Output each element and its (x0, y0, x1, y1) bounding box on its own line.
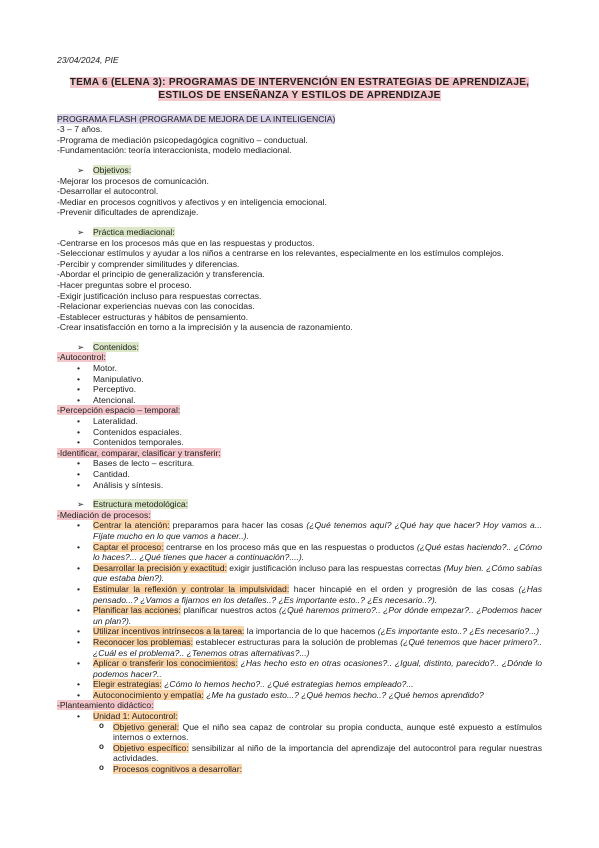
sublist-item (57, 764, 542, 775)
item-example: ¿Has hecho esto en otras ocasiones?.. ¿Igual, distinto, parecido?.. ¿Dónde lo podemos hacer?.. (93, 658, 543, 679)
practica-line: -Seleccionar estímulos y ayudar a los niños a centrarse en los relevantes, especialmente en los estímulos complejos. (57, 248, 504, 259)
list-item: • Contenidos temporales. (57, 437, 542, 448)
list-item: • Bases de lecto – escritura. (57, 458, 542, 469)
practica-line: -Exigir justificación incluso para respuestas correctas. (57, 290, 262, 301)
list-item: • Análisis y síntesis. (57, 480, 542, 491)
item-label: Desarrollar la precisión y exactitud: (93, 562, 227, 573)
item-label: Utilizar incentivos intrínsecos a la tarea: (93, 626, 245, 637)
contenidos-list (57, 416, 542, 448)
page-title (57, 76, 542, 102)
estructura-heading (57, 499, 542, 510)
item-text: exigir justificación incluso para las respuestas correctas (226, 562, 444, 573)
list-item: • Manipulativo. (57, 374, 542, 385)
item-label: Captar el proceso: (93, 541, 164, 552)
item-text: planificar nuestros actos (180, 605, 279, 616)
list-item (57, 584, 542, 605)
item-example: ¿Me ha gustado esto...? ¿Qué hemos hecho..? ¿Qué hemos aprendido? (206, 689, 484, 700)
contenidos-heading-label: Contenidos: (93, 341, 139, 352)
mediacion-list (57, 520, 542, 700)
item-example: ¿Cómo lo hemos hecho?.. ¿Qué estrategias hemos empleado?... (164, 679, 414, 690)
planteamiento-list (57, 711, 542, 722)
item-label: Aplicar o transferir los conocimientos: (93, 658, 238, 669)
list-item: • Cantidad. (57, 469, 542, 480)
item-example: (¿Qué tenemos aquí? ¿Qué hay que hacer? Hoy vamos a... Fíjate mucho en lo que vamos a hacer..). (93, 520, 542, 541)
item-example: (¿Qué haremos primero?.. ¿Por dónde empezar?.. ¿Podemos hacer un plan?). (93, 605, 542, 626)
date-header: 23/04/2024, PIE (57, 55, 119, 65)
item-label: Estimular la reflexión y controlar la impulsividad: (93, 583, 290, 594)
sublist-item (57, 722, 542, 743)
contenidos-list (57, 458, 542, 490)
practica-heading-label: Práctica mediacional: (93, 226, 175, 237)
item-label: Elegir estrategias: (93, 679, 162, 690)
objetivos-heading (57, 165, 542, 176)
practica-line: -Crear insatisfacción en torno a la imprecisión y la ausencia de razonamiento. (57, 322, 353, 333)
list-item (57, 711, 542, 722)
program-line: -3 – 7 años. (57, 124, 103, 135)
list-item (57, 637, 542, 658)
item-label: Autoconocimiento y empatía: (93, 689, 204, 700)
practica-line: -Hacer preguntas sobre el proceso. (57, 279, 192, 290)
item-text: sensibilizar al niño de la importancia del aprendizaje del autocontrol para regular nuestras actividades. (113, 742, 542, 764)
mediacion-title: -Mediación de procesos: (57, 509, 151, 520)
objetivos-line: -Mediar en procesos cognitivos y afectivos y en inteligencia emocional. (57, 196, 327, 207)
item-text: establecer estructuras para la solución de problemas (193, 636, 401, 647)
item-label: Objetivo específico: (113, 742, 189, 753)
practica-line: -Centrarse en los procesos más que en las respuestas y productos. (57, 237, 315, 248)
list-item: • Perceptivo. (57, 384, 542, 395)
objetivos-line: -Desarrollar el autocontrol. (57, 186, 159, 197)
item-example: (¿Has pensado...? ¿Vamos a fijarnos en los detalles..? ¿Es importante esto..? ¿Es necesario..?). (93, 583, 542, 605)
unidad-sublist (57, 722, 542, 775)
list-item: • Contenidos espaciales. (57, 427, 542, 438)
practica-line: -Establecer estructuras y hábitos de pensamiento. (57, 311, 249, 322)
practica-line: -Percibir y comprender similitudes y diferencias. (57, 258, 240, 269)
title-line-1: TEMA 6 (ELENA 3): PROGRAMAS DE INTERVENCIÓN EN ESTRATEGIAS DE APRENDIZAJE, (69, 76, 530, 88)
item-label: Planificar las acciones: (93, 605, 181, 616)
item-example: (¿Qué tenemos que hacer primero?.. ¿Cuál es el problema?.. ¿Tenemos otras alternativas?...) (93, 636, 543, 658)
item-label: Reconocer los problemas: (93, 636, 194, 647)
item-text: Que el niño sea capaz de controlar su propia conducta, aunque esté expuesto a estímulos internos o externos. (113, 721, 542, 743)
practica-heading (57, 227, 542, 238)
item-text: preparamos para hacer las cosas (169, 520, 307, 531)
item-text: la importancia de lo que hacemos (244, 626, 378, 637)
arrow-bullet-icon: ➢ (77, 164, 85, 175)
item-example: (¿Qué estas haciendo?.. ¿Cómo lo haces?... ¿Qué tienes que hacer a continuación?....). (93, 541, 542, 563)
practica-line: -Abordar el principio de generalización y transferencia. (57, 269, 265, 280)
item-label: Objetivo general: (113, 721, 180, 732)
contenidos-group-title: -Autocontrol: (57, 352, 106, 363)
list-item (57, 605, 542, 626)
list-item (57, 542, 542, 563)
list-item (57, 658, 542, 679)
item-example: (Muy bien. ¿Cómo sabías que estaba bien?). (93, 562, 543, 584)
arrow-bullet-icon: ➢ (77, 499, 85, 510)
arrow-bullet-icon: ➢ (77, 341, 85, 352)
program-heading: PROGRAMA FLASH (PROGRAMA DE MEJORA DE LA INTELIGENCIA) (57, 113, 336, 124)
list-item (57, 679, 542, 690)
list-item: • Lateralidad. (57, 416, 542, 427)
contenidos-list (57, 363, 542, 405)
item-example: (¿Es importante esto..? ¿Es necesario?...) (377, 626, 540, 637)
title-line-2: ESTILOS DE ENSEÑANZA Y ESTILOS DE APRENDIZAJE (158, 89, 441, 101)
list-item: • Atencional. (57, 395, 542, 406)
objetivos-heading-label: Objetivos: (93, 164, 132, 175)
item-text: hacer hincapié en el orden y progresión de las cosas (289, 583, 519, 594)
program-line: -Programa de mediación psicopedagógica cognitivo – conductual. (57, 134, 308, 145)
list-item (57, 690, 542, 701)
list-item (57, 520, 542, 541)
objetivos-line: -Mejorar los procesos de comunicación. (57, 175, 209, 186)
program-line: -Fundamentación: teoría interaccionista, modelo mediacional. (57, 145, 292, 156)
contenidos-heading (57, 342, 542, 353)
contenidos-group-title: -Percepción espacio – temporal: (57, 405, 181, 416)
contenidos-group-title: -Identificar, comparar, clasificar y transferir: (57, 447, 221, 458)
list-item: • Motor. (57, 363, 542, 374)
list-item (57, 626, 542, 637)
list-item (57, 563, 542, 584)
arrow-bullet-icon: ➢ (77, 226, 85, 237)
practica-line: -Relacionar experiencias nuevas con las conocidas. (57, 301, 255, 312)
sublist-item (57, 743, 542, 764)
planteamiento-title: -Planteamiento didáctico: (57, 700, 154, 711)
item-text: centrarse en los proceso más que en las respuestas o productos (163, 541, 417, 552)
estructura-heading-label: Estructura metodológica: (93, 499, 189, 510)
unidad-label: Unidad 1: Autocontrol: (93, 711, 178, 722)
item-label: Procesos cognitivos a desarrollar: (113, 764, 242, 775)
objetivos-line: -Prevenir dificultades de aprendizaje. (57, 207, 199, 218)
document-content (57, 55, 542, 775)
item-label: Centrar la atención: (93, 520, 170, 531)
